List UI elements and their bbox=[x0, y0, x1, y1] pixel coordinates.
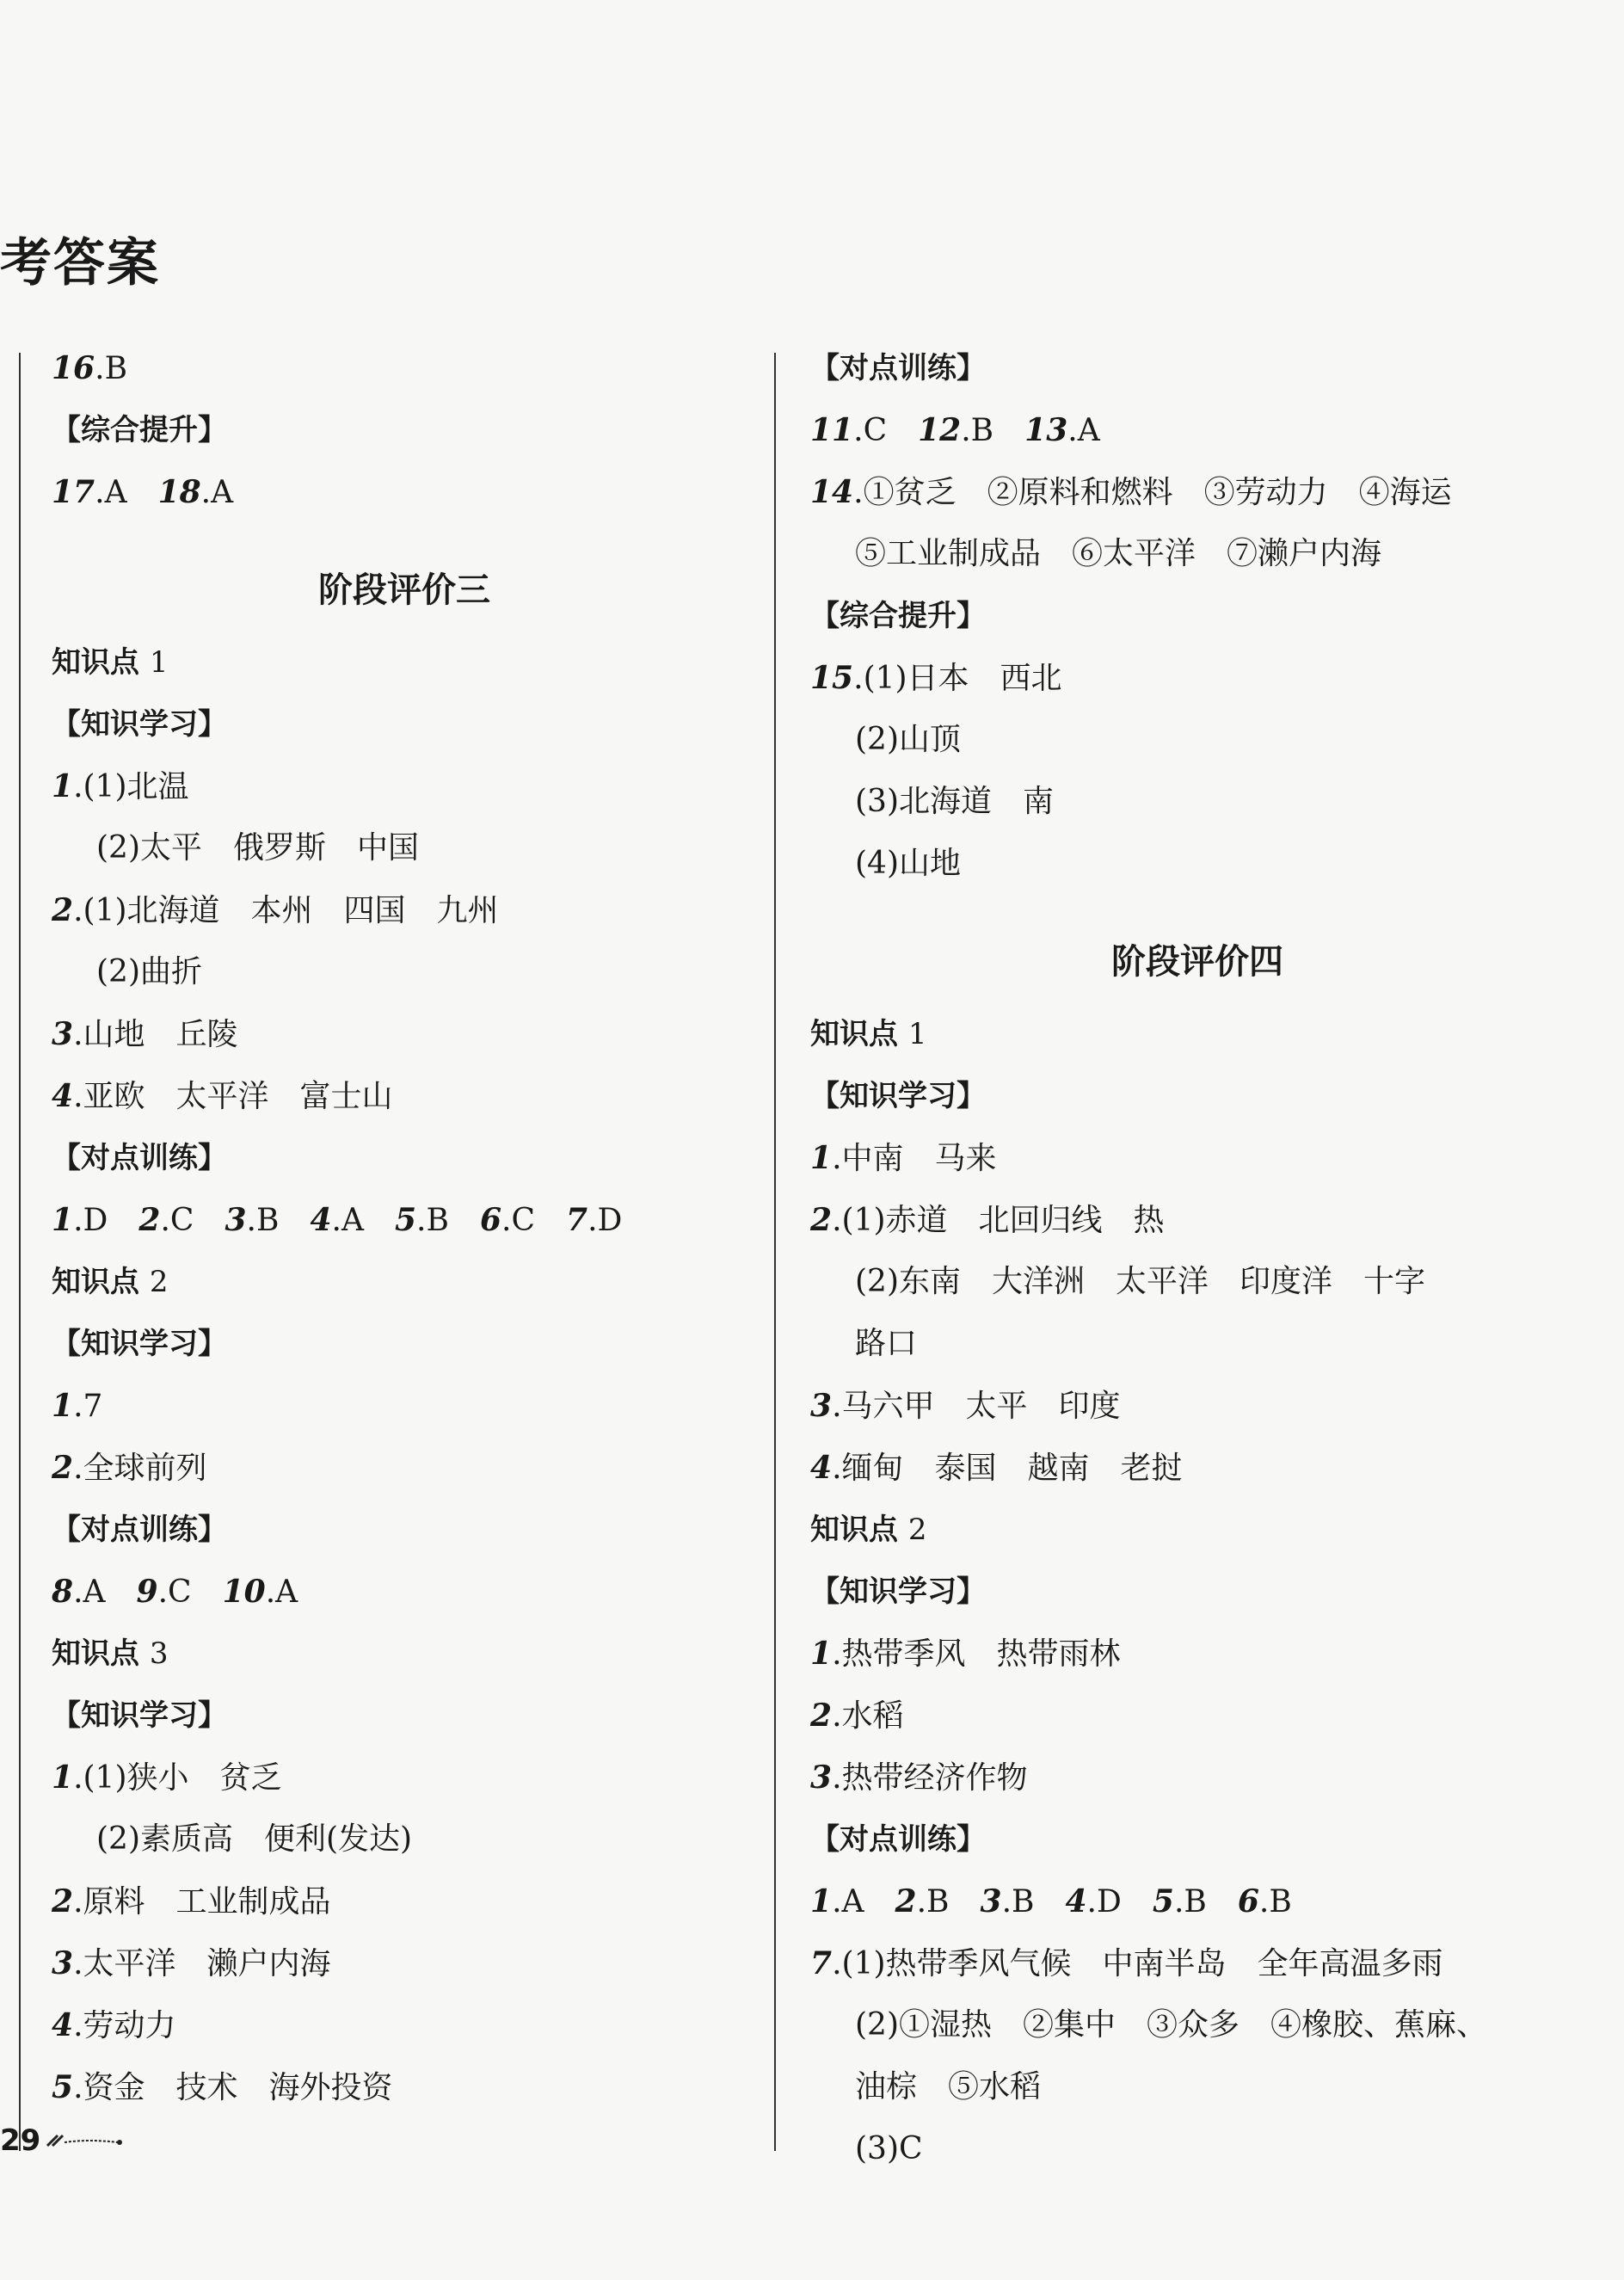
question-number: 17 bbox=[52, 474, 95, 510]
answer-line bbox=[810, 537, 1584, 571]
answer-line: 8.A 9.C 10.A bbox=[52, 1574, 298, 1610]
knowledge-point-text: 知识点 bbox=[810, 1017, 898, 1051]
question-number: 2 bbox=[52, 1450, 74, 1486]
question-number: 4 bbox=[52, 1078, 74, 1114]
sub-answer-text: 路口 bbox=[855, 1326, 918, 1361]
answer-text: 太平洋 濑户内海 bbox=[83, 1946, 331, 1981]
question-number: 1 bbox=[810, 1636, 833, 1672]
section-heading: 【对点训练】 bbox=[52, 1513, 227, 1547]
answer-line: 2.水稻 bbox=[810, 1698, 904, 1734]
question-number: 1 bbox=[52, 768, 74, 804]
section-heading: 【对点训练】 bbox=[810, 1822, 986, 1857]
question-number: 14 bbox=[810, 474, 854, 510]
answer-text: 水稻 bbox=[841, 1698, 904, 1734]
answer-line bbox=[810, 2070, 1584, 2104]
answer-text: (1)北温 bbox=[83, 769, 189, 804]
choice-answer: B bbox=[426, 1203, 449, 1238]
answer-line bbox=[52, 1265, 757, 1299]
choice-answer: D bbox=[83, 1203, 108, 1238]
choice-answer: B bbox=[1184, 1884, 1207, 1920]
question-number: 10 bbox=[222, 1574, 266, 1610]
section-heading: 【知识学习】 bbox=[810, 1574, 986, 1609]
choice-answer: B bbox=[1269, 1884, 1292, 1920]
question-number: 2 bbox=[895, 1883, 917, 1920]
answer-line bbox=[810, 351, 1584, 385]
choice-answer: C bbox=[863, 413, 888, 448]
answer-line bbox=[52, 1822, 757, 1857]
page-title: 考答案 bbox=[0, 233, 160, 293]
knowledge-point-number: 3 bbox=[149, 1636, 169, 1671]
knowledge-point-number: 2 bbox=[149, 1265, 169, 1299]
choice-answer: D bbox=[1097, 1884, 1122, 1920]
answer-line: 1.(1)北温 bbox=[52, 768, 189, 804]
answer-text: (1)狭小 贫乏 bbox=[83, 1760, 282, 1796]
answer-line: 16.B bbox=[52, 350, 128, 386]
question-number: 12 bbox=[918, 412, 962, 448]
question-number: 4 bbox=[810, 1450, 833, 1486]
sub-answer-text: (3)北海道 南 bbox=[855, 784, 1054, 819]
answer-text: (1)赤道 北回归线 热 bbox=[841, 1203, 1165, 1238]
answer-text: 7 bbox=[83, 1389, 103, 1424]
answer-line bbox=[810, 1079, 1584, 1113]
sub-answer-text: (2)素质高 便利(发达) bbox=[96, 1821, 413, 1857]
choice-answer: B bbox=[255, 1203, 280, 1238]
answer-text: 马六甲 太平 印度 bbox=[841, 1389, 1121, 1424]
knowledge-point-text: 知识点 bbox=[810, 1513, 898, 1547]
question-number: 3 bbox=[810, 1388, 833, 1424]
question-number: 3 bbox=[52, 1016, 74, 1052]
question-number: 7 bbox=[566, 1202, 588, 1238]
answer-line: 3.太平洋 濑户内海 bbox=[52, 1945, 331, 1981]
question-number: 2 bbox=[52, 1883, 74, 1920]
answer-line: 3.马六甲 太平 印度 bbox=[810, 1388, 1121, 1424]
answer-text: (1)日本 西北 bbox=[863, 661, 1062, 696]
answer-line: 1.热带季风 热带雨林 bbox=[810, 1636, 1121, 1672]
choice-answer: A bbox=[104, 475, 127, 510]
question-number: 16 bbox=[52, 350, 95, 386]
answer-line bbox=[52, 1327, 757, 1361]
question-number: 2 bbox=[52, 892, 74, 928]
choice-answer: C bbox=[169, 1203, 194, 1238]
question-number: 13 bbox=[1024, 412, 1068, 448]
answer-line bbox=[810, 1513, 1584, 1547]
knowledge-point-number: 2 bbox=[907, 1513, 927, 1547]
question-number: 7 bbox=[810, 1945, 833, 1981]
answer-text: 缅甸 泰国 越南 老挝 bbox=[841, 1451, 1183, 1486]
answer-text: 资金 技术 海外投资 bbox=[83, 2070, 393, 2105]
answer-line bbox=[52, 831, 757, 866]
answer-line: 7.(1)热带季风气候 中南半岛 全年高温多雨 bbox=[810, 1945, 1443, 1981]
choice-answer: B bbox=[1012, 1884, 1035, 1920]
right-column bbox=[810, 351, 1584, 2194]
section-heading: 【综合提升】 bbox=[810, 599, 986, 633]
answer-line: 1.(1)狭小 贫乏 bbox=[52, 1759, 282, 1796]
section-heading: 【对点训练】 bbox=[52, 1141, 227, 1175]
answer-text: 亚欧 太平洋 富士山 bbox=[83, 1079, 393, 1114]
sub-answer-text: (2)太平 俄罗斯 中国 bbox=[96, 830, 419, 866]
question-number: 4 bbox=[310, 1202, 332, 1238]
answer-line bbox=[52, 707, 757, 742]
question-number: 8 bbox=[52, 1574, 74, 1610]
question-number: 1 bbox=[810, 1140, 833, 1176]
question-number: 15 bbox=[810, 660, 854, 696]
question-number: 4 bbox=[1065, 1883, 1087, 1920]
section-heading: 【知识学习】 bbox=[52, 1698, 227, 1733]
choice-answer: A bbox=[83, 1574, 106, 1610]
question-number: 5 bbox=[394, 1202, 417, 1238]
section-heading: 【对点训练】 bbox=[810, 351, 986, 385]
sub-answer-text: (2)山顶 bbox=[855, 722, 961, 757]
section-heading: 【知识学习】 bbox=[52, 707, 227, 742]
answer-line bbox=[52, 413, 757, 447]
answer-line bbox=[52, 1698, 757, 1733]
answer-line: 17.A 18.A bbox=[52, 474, 234, 510]
choice-answer: A bbox=[211, 475, 234, 510]
question-number: 2 bbox=[810, 1202, 833, 1238]
page-number: 29 bbox=[0, 2123, 41, 2158]
section-heading: 【综合提升】 bbox=[52, 413, 227, 447]
column-divider bbox=[774, 353, 776, 2151]
answer-line: 1.7 bbox=[52, 1388, 103, 1424]
sub-answer-text: (3)C bbox=[855, 2131, 923, 2166]
answer-line bbox=[810, 847, 1584, 881]
knowledge-point-label bbox=[52, 1265, 168, 1299]
question-number: 18 bbox=[157, 474, 201, 510]
question-number: 3 bbox=[980, 1883, 1002, 1920]
answer-line bbox=[52, 1636, 757, 1671]
answer-line: 2.全球前列 bbox=[52, 1450, 207, 1486]
answer-text: 原料 工业制成品 bbox=[83, 1884, 331, 1920]
answer-line bbox=[810, 1574, 1584, 1609]
answer-line bbox=[810, 1822, 1584, 1857]
answer-line: 4.亚欧 太平洋 富士山 bbox=[52, 1078, 393, 1114]
answer-line: 11.C 12.B 13.A bbox=[810, 412, 1100, 448]
question-number: 3 bbox=[52, 1945, 74, 1981]
knowledge-point-label bbox=[52, 1636, 168, 1671]
answer-line bbox=[810, 2132, 1584, 2166]
answer-line bbox=[810, 1265, 1584, 1299]
question-number: 1 bbox=[52, 1388, 74, 1424]
answer-text: (1)北海道 本州 四国 九州 bbox=[83, 893, 499, 928]
answer-line bbox=[810, 1017, 1584, 1051]
choice-answer: A bbox=[1077, 413, 1100, 448]
question-number: 6 bbox=[1237, 1883, 1259, 1920]
question-number: 1 bbox=[52, 1202, 74, 1238]
choice-answer: C bbox=[168, 1574, 192, 1610]
question-number: 4 bbox=[52, 2007, 74, 2043]
knowledge-point-number: 1 bbox=[907, 1017, 927, 1051]
question-number: 2 bbox=[138, 1202, 161, 1238]
answer-line bbox=[52, 1513, 757, 1547]
question-number: 1 bbox=[810, 1883, 833, 1920]
answer-text: B bbox=[104, 351, 128, 386]
sub-answer-text: (2)东南 大洋洲 太平洋 印度洋 十字 bbox=[855, 1264, 1425, 1299]
answer-line bbox=[810, 2008, 1584, 2043]
choice-answer: B bbox=[970, 413, 994, 448]
sub-answer-text: (2)曲折 bbox=[96, 954, 202, 989]
section-title: 阶段评价四 bbox=[1111, 942, 1283, 982]
left-column bbox=[52, 351, 757, 2132]
left-margin-rule bbox=[19, 353, 21, 2151]
question-number: 6 bbox=[479, 1202, 501, 1238]
decorative-swoosh-icon bbox=[46, 2132, 123, 2149]
knowledge-point-label bbox=[810, 1513, 926, 1547]
answer-text: 热带季风 热带雨林 bbox=[841, 1636, 1121, 1672]
choice-answer: D bbox=[597, 1203, 623, 1238]
sub-answer-text: ⑤工业制成品 ⑥太平洋 ⑦濑户内海 bbox=[855, 536, 1382, 571]
choice-answer: A bbox=[341, 1203, 364, 1238]
question-number: 3 bbox=[810, 1759, 833, 1796]
question-number: 2 bbox=[810, 1698, 833, 1734]
answer-text: 山地 丘陵 bbox=[83, 1017, 238, 1052]
question-number: 9 bbox=[136, 1574, 158, 1610]
answer-line bbox=[810, 785, 1584, 819]
answer-line bbox=[52, 1141, 757, 1175]
answer-line: 2.(1)北海道 本州 四国 九州 bbox=[52, 892, 499, 928]
question-number: 3 bbox=[225, 1202, 247, 1238]
section-title: 阶段评价三 bbox=[318, 570, 490, 610]
answer-line bbox=[52, 955, 757, 989]
answer-line: 3.山地 丘陵 bbox=[52, 1016, 238, 1052]
answer-line: 1.A 2.B 3.B 4.D 5.B 6.B bbox=[810, 1883, 1292, 1920]
answer-line bbox=[810, 599, 1584, 633]
answer-line: 15.(1)日本 西北 bbox=[810, 660, 1062, 696]
answer-line: 5.资金 技术 海外投资 bbox=[52, 2069, 393, 2105]
question-number: 5 bbox=[1152, 1883, 1174, 1920]
answer-line: 1.中南 马来 bbox=[810, 1140, 997, 1176]
answer-text: 中南 马来 bbox=[841, 1141, 997, 1176]
answer-text: 全球前列 bbox=[83, 1451, 207, 1486]
knowledge-point-label bbox=[810, 1017, 926, 1051]
knowledge-point-text: 知识点 bbox=[52, 1636, 139, 1671]
question-number: 11 bbox=[810, 412, 854, 448]
answer-text: (1)热带季风气候 中南半岛 全年高温多雨 bbox=[841, 1946, 1443, 1981]
choice-answer: A bbox=[841, 1884, 864, 1920]
sub-answer-text: (2)①湿热 ②集中 ③众多 ④橡胶、蕉麻、 bbox=[855, 2007, 1487, 2043]
answer-text: ①贫乏 ②原料和燃料 ③劳动力 ④海运 bbox=[863, 475, 1452, 510]
knowledge-point-label bbox=[52, 645, 168, 680]
answer-text: 热带经济作物 bbox=[841, 1760, 1028, 1796]
knowledge-point-text: 知识点 bbox=[52, 645, 139, 680]
question-number: 5 bbox=[52, 2069, 74, 2105]
answer-line: 4.劳动力 bbox=[52, 2007, 176, 2043]
answer-line: 2.(1)赤道 北回归线 热 bbox=[810, 1202, 1165, 1238]
answer-line bbox=[810, 723, 1584, 757]
answer-line: 2.原料 工业制成品 bbox=[52, 1883, 331, 1920]
choice-answer: A bbox=[275, 1574, 298, 1610]
answer-text: 劳动力 bbox=[83, 2008, 176, 2043]
knowledge-point-text: 知识点 bbox=[52, 1265, 139, 1299]
answer-line: 3.热带经济作物 bbox=[810, 1759, 1028, 1796]
knowledge-point-number: 1 bbox=[149, 645, 169, 680]
answer-line bbox=[810, 1327, 1584, 1361]
section-heading: 【知识学习】 bbox=[52, 1327, 227, 1361]
choice-answer: C bbox=[511, 1203, 535, 1238]
section-heading: 【知识学习】 bbox=[810, 1079, 986, 1113]
sub-answer-text: 油棕 ⑤水稻 bbox=[855, 2069, 1042, 2104]
answer-line bbox=[52, 645, 757, 680]
page-footer bbox=[0, 2123, 123, 2158]
answer-line: 4.缅甸 泰国 越南 老挝 bbox=[810, 1450, 1183, 1486]
choice-answer: B bbox=[926, 1884, 950, 1920]
answer-line: 1.D 2.C 3.B 4.A 5.B 6.C 7.D bbox=[52, 1202, 623, 1238]
answer-line: 14.①贫乏 ②原料和燃料 ③劳动力 ④海运 bbox=[810, 474, 1452, 510]
question-number: 1 bbox=[52, 1759, 74, 1796]
sub-answer-text: (4)山地 bbox=[855, 846, 961, 881]
